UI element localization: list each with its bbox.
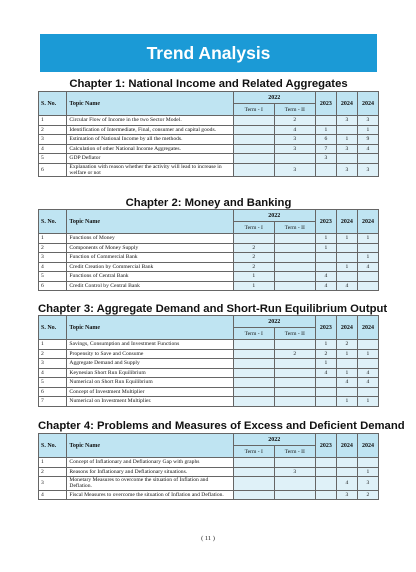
row-sno: 3 [39,359,67,369]
header-2024-a: 2024 [336,434,357,458]
chapter-2-table [38,209,379,291]
row-2024-b: 3 [357,116,378,126]
row-2024-b: 1 [357,125,378,135]
header-2023: 2023 [315,92,336,116]
table-row [39,144,379,154]
row-topic: Functions of Central Bank [67,272,233,282]
row-term-2: 3 [274,135,315,145]
row-sno: 4 [39,490,67,500]
header-term-2: Term - II [274,446,315,458]
row-sno: 4 [39,144,67,154]
chapter-1-heading: Chapter 1: National Income and Related Aggregates [69,78,348,90]
row-topic: Circular Flow of Income in the two Sector Model. [67,116,233,126]
row-topic: Savings, Consumption and Investment Functions [67,340,233,350]
header-term-1: Term - I [233,446,274,458]
row-2024-a [336,154,357,164]
row-2023: 4 [315,281,336,291]
row-sno: 3 [39,477,67,491]
row-sno: 5 [39,272,67,282]
row-term-2 [274,458,315,468]
row-term-2 [274,253,315,263]
row-term-2 [274,234,315,244]
row-topic: Concept of Inflationary and Deflationary Gap with graphs [67,458,233,468]
row-term-1 [233,458,274,468]
header-topic: Topic Name [67,434,233,458]
table-row [39,163,379,177]
row-sno: 5 [39,378,67,388]
row-2024-a [336,253,357,263]
row-topic: Aggregate Demand and Supply [67,359,233,369]
header-2022: 2022 [233,434,315,446]
row-2024-b: 1 [357,253,378,263]
row-2024-a: 4 [336,477,357,491]
row-2024-b: 1 [357,234,378,244]
row-term-1 [233,349,274,359]
row-sno: 1 [39,340,67,350]
row-sno: 5 [39,154,67,164]
header-topic: Topic Name [67,316,233,340]
row-term-2 [274,387,315,397]
row-sno: 2 [39,243,67,253]
table-header-row [39,92,379,104]
table-row [39,368,379,378]
row-sno: 1 [39,234,67,244]
row-2024-a: 2 [336,340,357,350]
table-row [39,397,379,407]
row-topic: Estimation of National Income by all the methods. [67,135,233,145]
row-topic: GDP Deflator [67,154,233,164]
row-2024-b: 3 [357,163,378,177]
row-2024-b [357,340,378,350]
header-2024-b: 2024 [357,92,378,116]
row-term-1 [233,368,274,378]
row-sno: 1 [39,458,67,468]
header-2024-b: 2024 [357,316,378,340]
row-sno: 3 [39,135,67,145]
chapter-1-table [38,91,379,177]
row-2023: 4 [315,272,336,282]
row-2023: 1 [315,243,336,253]
row-term-1 [233,154,274,164]
row-term-1 [233,387,274,397]
header-term-1: Term - I [233,222,274,234]
header-2023: 2023 [315,316,336,340]
row-2024-a: 1 [336,262,357,272]
table-header-row [39,316,379,328]
row-topic: Keynesian Short Run Equilibrium [67,368,233,378]
header-term-2: Term - II [274,222,315,234]
row-topic: Identification of Intermediate, Final, consumer and capital goods. [67,125,233,135]
row-topic: Propensity to Save and Consume [67,349,233,359]
row-2024-a: 1 [336,135,357,145]
table-row [39,477,379,491]
header-2024-a: 2024 [336,316,357,340]
row-sno: 6 [39,387,67,397]
row-term-2 [274,340,315,350]
row-term-1 [233,467,274,477]
row-2023 [315,397,336,407]
row-sno: 6 [39,163,67,177]
row-term-1: 2 [233,262,274,272]
row-2024-b [357,359,378,369]
row-term-1 [233,125,274,135]
row-2024-b [357,154,378,164]
row-2023 [315,163,336,177]
title-banner [40,34,377,72]
row-2024-a: 3 [336,116,357,126]
row-term-2: 4 [274,125,315,135]
header-term-2: Term - II [274,104,315,116]
row-2024-b: 1 [357,467,378,477]
row-2023: 1 [315,340,336,350]
row-2023: 4 [315,368,336,378]
header-2022: 2022 [233,92,315,104]
row-2024-b: 4 [357,144,378,154]
header-sno: S. No. [39,210,67,234]
row-term-1 [233,359,274,369]
row-term-1 [233,490,274,500]
row-2023 [315,387,336,397]
row-sno: 4 [39,368,67,378]
table-row [39,490,379,500]
table-header-row [39,434,379,446]
header-2022: 2022 [233,316,315,328]
row-2024-b: 2 [357,490,378,500]
table-row [39,359,379,369]
table-row [39,349,379,359]
row-sno: 2 [39,349,67,359]
row-2024-b [357,281,378,291]
chapter-2-heading: Chapter 2: Money and Banking [125,197,292,209]
row-2023 [315,116,336,126]
header-2024-b: 2024 [357,434,378,458]
table-header-row [39,210,379,222]
row-term-2 [274,477,315,491]
row-term-1 [233,378,274,388]
header-term-2: Term - II [274,328,315,340]
row-term-1 [233,135,274,145]
row-term-2: 2 [274,116,315,126]
row-term-2 [274,359,315,369]
table-row [39,243,379,253]
chapter-4-table [38,433,379,500]
row-term-1 [233,340,274,350]
row-term-1: 1 [233,272,274,282]
row-term-2: 3 [274,163,315,177]
table-row [39,281,379,291]
row-2024-b: 4 [357,378,378,388]
row-2024-a [336,272,357,282]
chapter-3-table [38,315,379,407]
row-2023 [315,467,336,477]
row-2023 [315,262,336,272]
row-topic: Numerical on Investment Multiplier. [67,397,233,407]
row-2024-a: 4 [336,281,357,291]
row-2024-a: 3 [336,490,357,500]
row-topic: Reasons for Inflationary and Deflationary situations. [67,467,233,477]
row-2023 [315,253,336,263]
header-2023: 2023 [315,434,336,458]
row-sno: 4 [39,262,67,272]
header-term-1: Term - I [233,104,274,116]
table-row [39,154,379,164]
table-row [39,467,379,477]
row-term-2: 3 [274,467,315,477]
row-2023 [315,477,336,491]
row-2024-b [357,458,378,468]
row-term-1 [233,116,274,126]
row-2024-b: 1 [357,349,378,359]
table-row [39,234,379,244]
row-sno: 6 [39,281,67,291]
row-2024-a: 3 [336,144,357,154]
row-2023: 1 [315,234,336,244]
row-term-1: 2 [233,243,274,253]
header-2022: 2022 [233,210,315,222]
header-2023: 2023 [315,210,336,234]
row-topic: Monetary Measures to overcome the situation of Inflation and Deflation. [67,477,233,491]
chapter-3-heading: Chapter 3: Aggregate Demand and Short-Run Equilibrium Output [38,303,388,315]
row-sno: 2 [39,467,67,477]
row-2024-b: 3 [357,477,378,491]
row-term-2: 3 [274,144,315,154]
table-row [39,253,379,263]
row-2024-a [336,387,357,397]
row-2024-a: 1 [336,368,357,378]
row-2023: 3 [315,154,336,164]
row-term-1 [233,144,274,154]
header-sno: S. No. [39,316,67,340]
row-topic: Explanation with reason whether the activity will lead to increase in welfare or not [67,163,233,177]
row-term-1 [233,397,274,407]
row-topic: Fiscal Measures to overcome the situation of Inflation and Deflation. [67,490,233,500]
header-sno: S. No. [39,92,67,116]
table-row [39,116,379,126]
table-row [39,378,379,388]
row-2023: 7 [315,144,336,154]
header-term-1: Term - I [233,328,274,340]
row-sno: 2 [39,125,67,135]
row-2024-a: 1 [336,349,357,359]
row-sno: 1 [39,116,67,126]
row-2023 [315,378,336,388]
row-2024-b: 4 [357,262,378,272]
row-term-2: 2 [274,349,315,359]
row-term-1: 1 [233,281,274,291]
row-term-2 [274,397,315,407]
row-term-2 [274,154,315,164]
row-2024-b [357,272,378,282]
row-2024-b: 1 [357,397,378,407]
row-topic: Calculation of other National Income Aggregates. [67,144,233,154]
row-term-1 [233,163,274,177]
row-term-2 [274,262,315,272]
row-topic: Functions of Money [67,234,233,244]
row-2024-a: 1 [336,397,357,407]
table-row [39,387,379,397]
header-topic: Topic Name [67,92,233,116]
row-topic: Numerical on Short Run Equilibrium [67,378,233,388]
row-2024-a [336,467,357,477]
row-2024-b [357,243,378,253]
header-2024-a: 2024 [336,210,357,234]
row-term-1 [233,234,274,244]
row-term-2 [274,368,315,378]
header-2024-a: 2024 [336,92,357,116]
table-row [39,135,379,145]
row-2024-b: 9 [357,135,378,145]
row-term-1 [233,477,274,491]
header-2024-b: 2024 [357,210,378,234]
row-sno: 3 [39,253,67,263]
row-2024-a [336,359,357,369]
row-2024-a [336,125,357,135]
row-2024-b [357,387,378,397]
row-2023 [315,490,336,500]
row-2024-a [336,243,357,253]
row-term-2 [274,243,315,253]
header-topic: Topic Name [67,210,233,234]
row-term-2 [274,378,315,388]
table-row [39,272,379,282]
table-row [39,125,379,135]
row-2024-a: 1 [336,234,357,244]
row-topic: Credit Control by Central Bank [67,281,233,291]
page-title: Trend Analysis [146,42,271,63]
row-2024-b: 4 [357,368,378,378]
row-topic: Components of Money Supply [67,243,233,253]
row-2023: 2 [315,349,336,359]
row-term-2 [274,490,315,500]
row-topic: Function of Commercial Bank [67,253,233,263]
table-row [39,262,379,272]
row-2023 [315,458,336,468]
row-term-2 [274,281,315,291]
header-sno: S. No. [39,434,67,458]
table-row [39,458,379,468]
page-number: ( 11 ) [201,535,215,542]
row-2024-a [336,458,357,468]
row-term-1: 2 [233,253,274,263]
row-term-2 [274,272,315,282]
row-2023: 1 [315,125,336,135]
chapter-4-heading: Chapter 4: Problems and Measures of Excess and Deficient Demand [38,420,405,432]
row-2023: 6 [315,135,336,145]
row-sno: 7 [39,397,67,407]
row-2023: 1 [315,359,336,369]
row-topic: Concept of Investment Multiplier [67,387,233,397]
row-2024-a: 4 [336,378,357,388]
table-row [39,340,379,350]
row-2024-a: 3 [336,163,357,177]
row-topic: Credit Creation by Commercial Bank [67,262,233,272]
